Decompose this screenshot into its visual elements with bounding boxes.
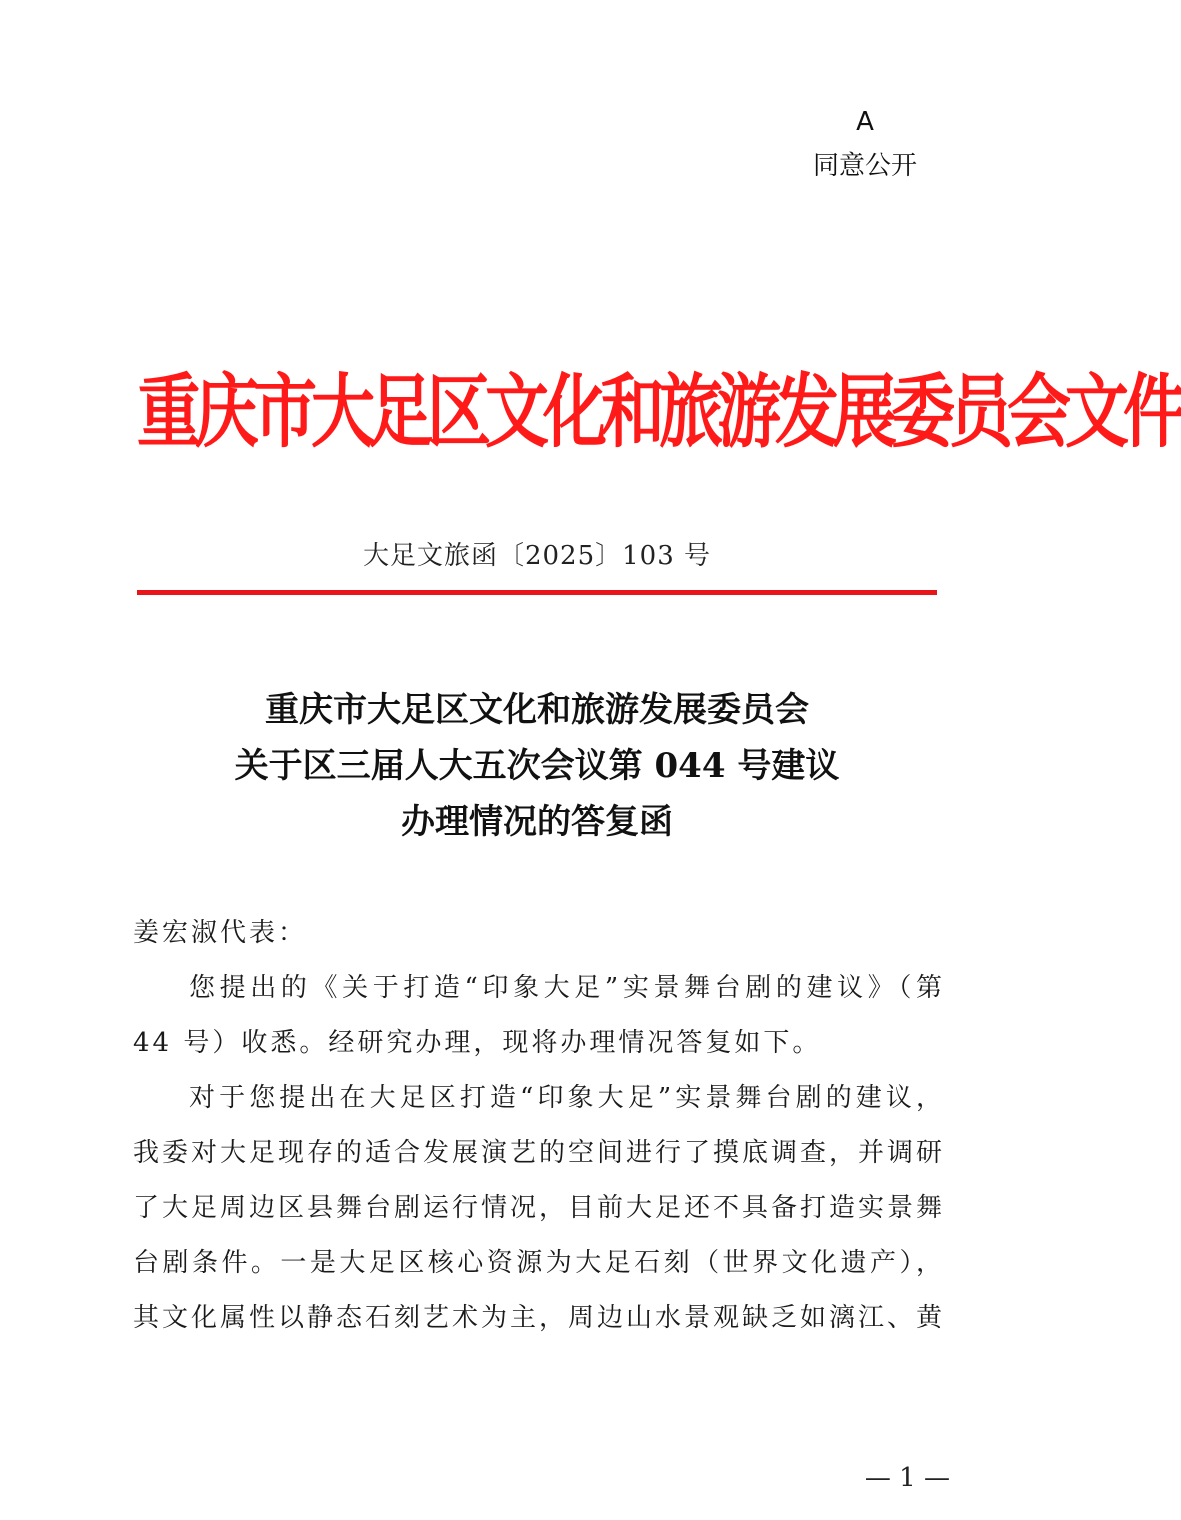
red-divider-line	[137, 590, 937, 595]
body-paragraph-1: 您提出的《关于打造“印象大足”实景舞台剧的建议》（第 44 号）收悉。经研究办理，现将办理情况答复如下。	[133, 973, 945, 1058]
title-line-1: 重庆市大足区文化和旅游发展委员会	[265, 690, 809, 730]
page-number: — 1 —	[864, 1463, 950, 1493]
red-masthead: 重庆市大足区文化和旅游发展委员会文件	[137, 366, 1181, 460]
document-title	[137, 682, 937, 850]
disclosure-marker	[780, 100, 950, 188]
body-paragraph-2: 对于您提出在大足区打造“印象大足”实景舞台剧的建议，我委对大足现存的适合发展演艺的空间进行了摸底调查，并调研了大足周边区县舞台剧运行情况，目前大足还不具备打造实景舞台剧条件。一是大足区核心资源为大足石刻（世界文化遗产），其文化属性以静态石刻艺术为主，周边山水景观缺乏如漓江、黄	[133, 1083, 946, 1333]
document-number: 大足文旅函〔2025〕103 号	[362, 541, 712, 571]
salutation: 姜宏淑代表：	[133, 918, 308, 948]
letter-body	[133, 906, 945, 1346]
disclosure-level: A	[856, 107, 874, 137]
title-line-3: 办理情况的答复函	[401, 802, 673, 842]
title-line-2: 关于区三届人大五次会议第 044 号建议	[234, 746, 840, 786]
disclosure-label: 同意公开	[812, 151, 917, 181]
